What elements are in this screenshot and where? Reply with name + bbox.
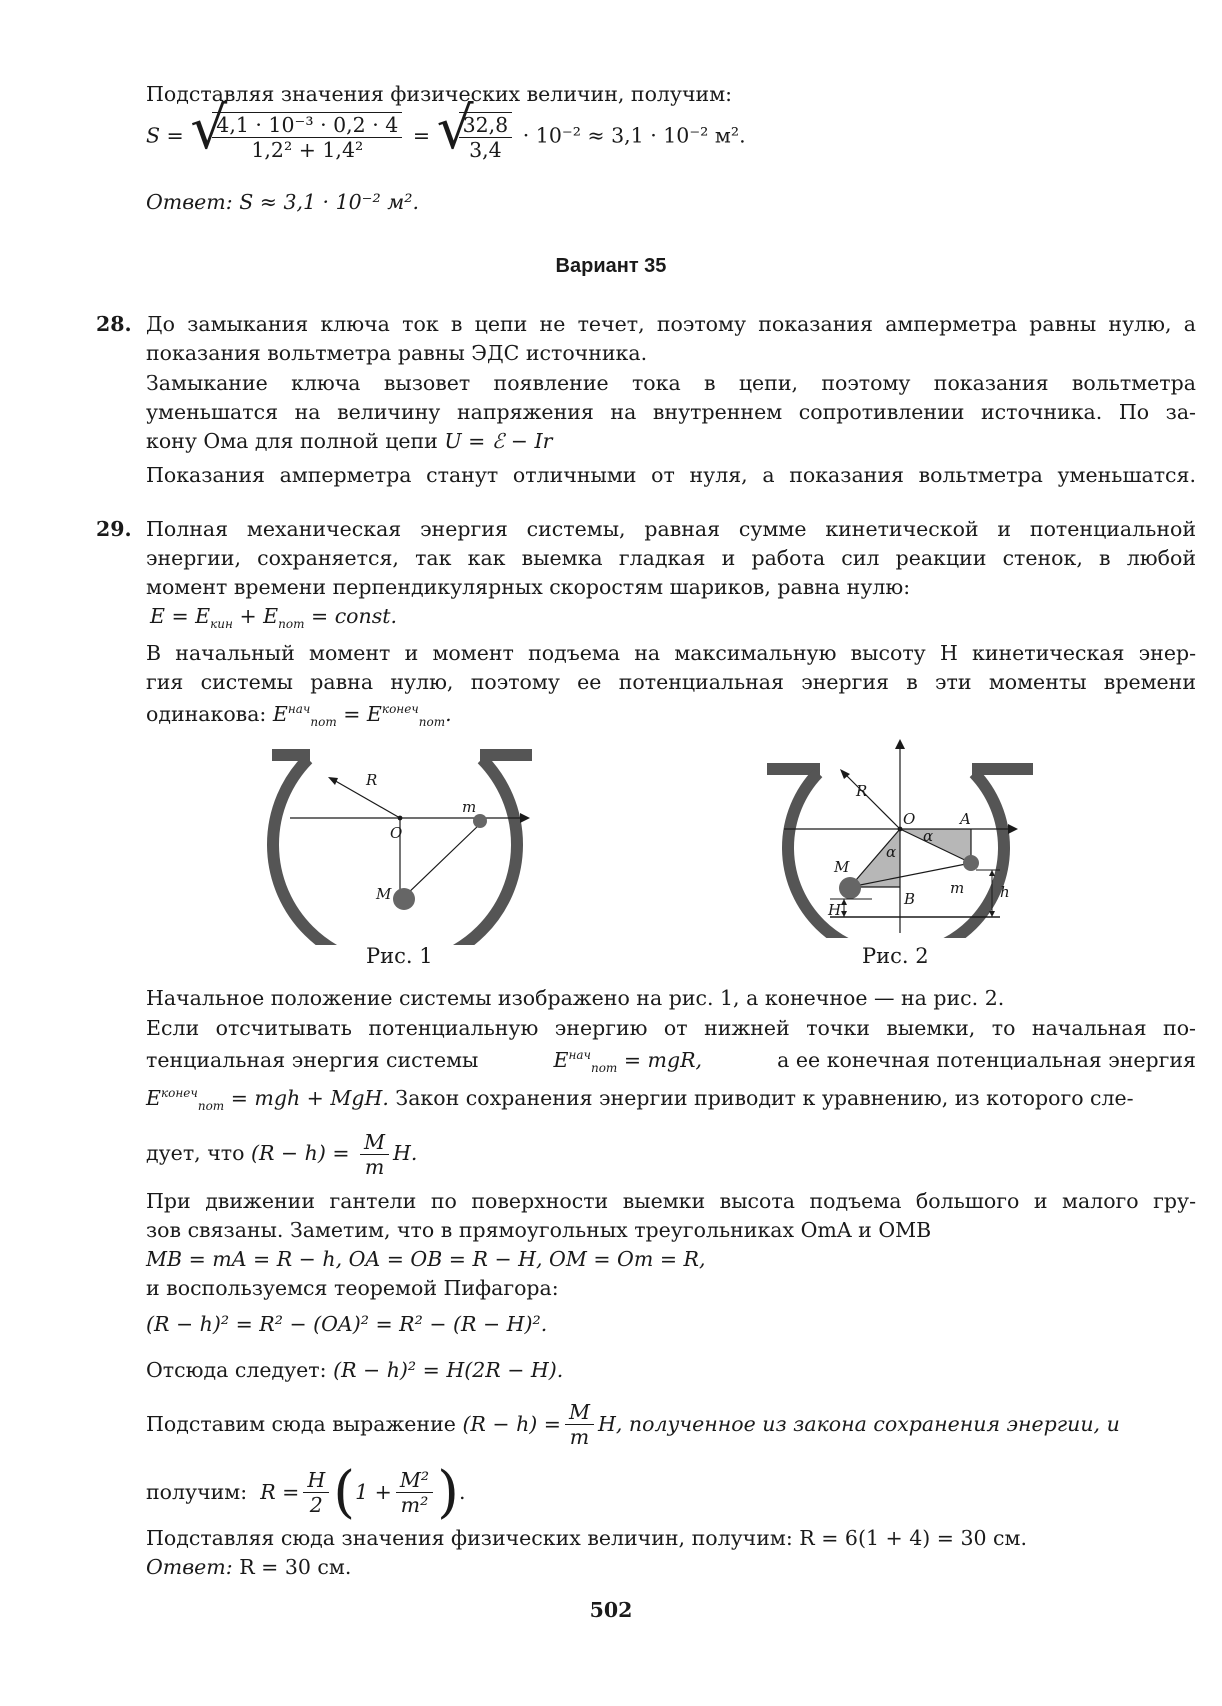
- p29-line-5: гия системы равна нулю, поэтому ее потенциальная энергия в эти моменты времени: [146, 670, 1196, 694]
- l5a: дует, что: [146, 1141, 245, 1165]
- fig2-label-big-h: H: [828, 901, 842, 919]
- p28-l5-text: кону Ома для полной цепи: [146, 429, 438, 453]
- p28-line-1: До замыкания ключа ток в цепи не течет, поэтому показания амперметра равны нулю, а: [146, 312, 1196, 336]
- body-line-11: [146, 1356, 1196, 1385]
- sub-pot-2: пот: [418, 715, 446, 730]
- l13-h: H: [303, 1468, 329, 1493]
- fig1-caption: Рис. 1: [366, 944, 433, 968]
- body-line-12: [146, 1400, 1196, 1449]
- l13-m2-num: M²: [396, 1468, 433, 1493]
- l11-formula: (R − h)² = H(2R − H).: [333, 1358, 564, 1382]
- l11a: Отсюда следует:: [146, 1358, 327, 1382]
- l3-e: E: [553, 1048, 569, 1072]
- sqrt-1: [190, 112, 406, 162]
- answer2-label: Ответ:: [146, 1555, 233, 1579]
- l4-sub: пот: [197, 1099, 225, 1114]
- fig1-label-big-m: M: [376, 885, 392, 903]
- fig2-label-a: A: [960, 810, 971, 828]
- answer-2: [146, 1553, 1196, 1582]
- page-number: 502: [589, 1598, 633, 1622]
- answer-value: S ≈ 3,1 · 10⁻² м².: [239, 190, 419, 214]
- l5-frac: [360, 1130, 389, 1179]
- figure-1: [262, 745, 542, 945]
- l12-rh: (R − h) =: [462, 1412, 561, 1436]
- p28-line-2: показания вольтметра равны ЭДС источника.: [146, 341, 648, 365]
- frac1-num: √ 4,1 · 10⁻³ · 0,2 · 4: [212, 113, 402, 138]
- l12b: H, полученное из закона сохранения энергии, и: [597, 1412, 1120, 1436]
- frac2-num: √ 32,8: [459, 113, 513, 138]
- p28-line-5: [146, 427, 1196, 456]
- fig2-label-h: h: [1000, 883, 1010, 901]
- fig2-label-big-m: M: [834, 858, 850, 876]
- l3a: тенциальная энергия системы: [146, 1048, 479, 1072]
- frac2-den: 3,4: [469, 138, 502, 162]
- l13-dot: .: [458, 1480, 466, 1504]
- sub-pot-1: пот: [310, 715, 337, 730]
- body-line-13: [146, 1459, 1196, 1525]
- body-line-8: MB = mA = R − h, OA = OB = R − H, OM = Om = R,: [146, 1247, 706, 1271]
- variant-heading: Вариант 35: [555, 255, 667, 277]
- answer2-value: R = 30 см.: [239, 1555, 352, 1579]
- s-lhs: S =: [146, 123, 184, 148]
- sub-kin: кин: [210, 617, 233, 632]
- fig2-label-alpha-1: α: [923, 827, 934, 845]
- l3b: а ее конечная потенциальная энергия: [777, 1048, 1196, 1072]
- fig2-label-m: m: [950, 879, 965, 897]
- l5-rh: (R − h) =: [250, 1141, 350, 1165]
- eq-sign: =: [412, 123, 431, 148]
- l5-frac-den: m: [364, 1155, 385, 1179]
- l12a: Подставим сюда выражение: [146, 1412, 456, 1436]
- ohm-formula: U = ℰ − Ir: [444, 429, 553, 453]
- l13-frac-h2: [303, 1468, 329, 1517]
- problem-29-number: 29.: [96, 517, 132, 541]
- sup-konech: конеч: [381, 702, 419, 717]
- energy-plus: + E: [232, 604, 279, 628]
- l5-hdot: H.: [393, 1141, 418, 1165]
- body-line-9: и воспользуемся теоремой Пифагора:: [146, 1276, 559, 1300]
- l12-frac-den: m: [569, 1425, 590, 1449]
- p29-line-2: энергии, сохраняется, так как выемка гладкая и работа сил реакции стенок, в любой: [146, 546, 1196, 570]
- p28-line-4: уменьшатся на величину напряжения на внутреннем сопротивлении источника. По за-: [146, 400, 1196, 424]
- result: · 10⁻² ≈ 3,1 · 10⁻² м².: [522, 123, 746, 148]
- l13a: получим:: [146, 1480, 248, 1504]
- p29-l6-text: одинакова:: [146, 702, 267, 726]
- intro-text: Подставляя значения физических величин, получим:: [146, 82, 733, 106]
- l3-sup: нач: [568, 1048, 591, 1063]
- energy-equality: [272, 702, 452, 730]
- frac1-den: 1,2² + 1,4²: [251, 138, 364, 162]
- energy-formula: [150, 602, 1200, 631]
- body-line-5: [146, 1130, 1196, 1179]
- problem-28-number: 28.: [96, 312, 132, 336]
- l5-frac-num: M: [360, 1130, 389, 1155]
- sub-pot: пот: [278, 617, 305, 632]
- p28-line-6: Показания амперметра станут отличными от нуля, а показания вольтметра уменьшатся.: [146, 463, 1196, 487]
- l3-mgr: = mgR,: [617, 1048, 703, 1072]
- l3-sub: пот: [590, 1061, 618, 1076]
- l4-formula: [146, 1086, 389, 1114]
- p29-line-4: В начальный момент и момент подъема на максимальную высоту H кинетическая энер-: [146, 641, 1196, 665]
- eq-mid: = E: [336, 702, 382, 726]
- body-line-1: Начальное положение системы изображено на рис. 1, а конечное — на рис. 2.: [146, 986, 1005, 1010]
- body-line-7: зов связаны. Заметим, что в прямоугольных треугольниках OmA и OMB: [146, 1218, 932, 1242]
- l13-paren-close: ): [437, 1459, 459, 1525]
- p29-line-3: момент времени перпендикулярных скоростям шариков, равна нулю:: [146, 575, 911, 599]
- p28-line-3: Замыкание ключа вызовет появление тока в цепи, поэтому показания вольтметра: [146, 371, 1196, 395]
- l13-m2-den: m²: [400, 1493, 429, 1517]
- body-line-10: (R − h)² = R² − (OA)² = R² − (R − H)².: [146, 1312, 548, 1336]
- l13-paren-open: (: [333, 1459, 356, 1525]
- fig2-label-b: B: [904, 890, 916, 908]
- fig2-caption: Рис. 2: [862, 944, 929, 968]
- sqrt-2: [437, 112, 517, 162]
- fig1-label-r: R: [366, 771, 378, 789]
- l13-frac-m: [396, 1468, 433, 1517]
- l4-e: E: [146, 1086, 161, 1110]
- l3-formula: [553, 1046, 702, 1075]
- l12-frac-num: M: [565, 1400, 594, 1425]
- l4-mgh: = mgh + MgH.: [224, 1086, 389, 1110]
- energy-e: E = E: [150, 604, 211, 628]
- fig2-label-alpha-2: α: [886, 843, 897, 861]
- fig2-label-o: O: [903, 810, 916, 828]
- fig1-label-o: O: [390, 824, 403, 842]
- eq-e1: E: [272, 702, 288, 726]
- l13-r: R =: [260, 1480, 300, 1504]
- body-line-3: [146, 1046, 1196, 1075]
- fig1-label-m: m: [462, 798, 477, 816]
- figure-2: [760, 733, 1050, 938]
- body-line-2: Если отсчитывать потенциальную энергию от нижней точки выемки, то начальная по-: [146, 1016, 1196, 1040]
- energy-const: = const.: [304, 604, 397, 628]
- sup-nach: нач: [287, 702, 311, 717]
- l13-one: 1 +: [355, 1480, 392, 1504]
- body-line-4: [146, 1084, 1196, 1113]
- l13-two: 2: [309, 1493, 323, 1517]
- l4b: Закон сохранения энергии приводит к уравнению, из которого сле-: [395, 1086, 1134, 1110]
- eq-dot: .: [445, 702, 452, 726]
- body-line-14: Подставляя сюда значения физических величин, получим: R = 6(1 + 4) = 30 см.: [146, 1526, 1027, 1550]
- l4-sup: конеч: [160, 1086, 198, 1101]
- p29-line-1: Полная механическая энергия системы, равная сумме кинетической и потенциальной: [146, 517, 1196, 541]
- answer-1: [146, 188, 1196, 217]
- p29-line-6: [146, 700, 1196, 729]
- l12-frac: [565, 1400, 594, 1449]
- answer-label: Ответ:: [146, 190, 233, 214]
- fig2-label-r: R: [856, 782, 868, 800]
- formula-s: [146, 112, 1196, 176]
- body-line-6: При движении гантели по поверхности выемки высота подъема большого и малого гру-: [146, 1189, 1196, 1213]
